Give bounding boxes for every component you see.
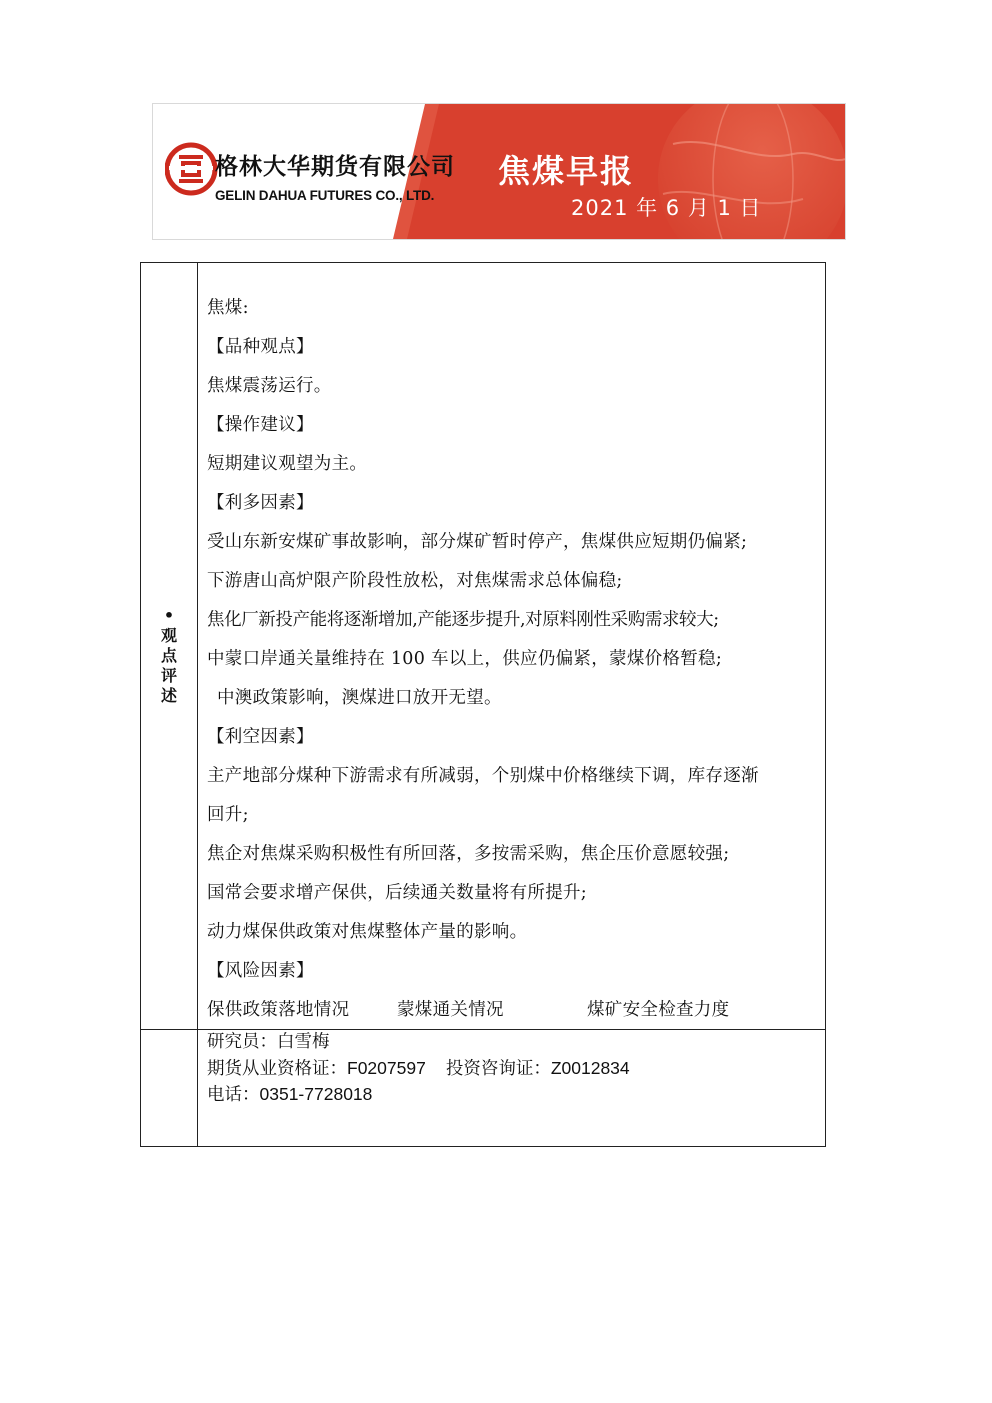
license-line xyxy=(207,1055,827,1081)
license-number: F0207597 xyxy=(347,1058,426,1078)
risk-item: 保供政策落地情况 xyxy=(207,1000,350,1020)
bullish-item: 下游唐山高炉限产阶段性放松，对焦煤需求总体偏稳; xyxy=(207,571,623,591)
company-name-cn: 格林大华期货有限公司 xyxy=(215,154,455,180)
company-name-en: GELIN DAHUA FUTURES CO., LTD. xyxy=(215,188,435,203)
license-label: 期货从业资格证： xyxy=(207,1059,347,1079)
researcher-name: 研究员：白雪梅 xyxy=(207,1032,330,1052)
phone-label: 电话： xyxy=(207,1085,260,1105)
bearish-title: 【利空因素】 xyxy=(207,727,314,747)
view-text: 焦煤震荡运行。 xyxy=(207,376,332,396)
side-label-cell xyxy=(141,263,197,1029)
advice-title: 【操作建议】 xyxy=(207,415,314,435)
view-title: 【品种观点】 xyxy=(207,337,314,357)
bullish-item: 中澳政策影响，澳煤进口放开无望。 xyxy=(217,688,502,708)
report-title: 焦煤早报 xyxy=(498,152,635,190)
phone-line xyxy=(207,1081,827,1107)
risk-item: 煤矿安全检查力度 xyxy=(587,1000,730,1020)
report-date: 2021 年 6 月 1 日 xyxy=(571,196,762,220)
commentary-content xyxy=(207,289,827,1030)
bearish-item: 焦企对焦煤采购积极性有所回落，多按需采购，焦企压价意愿较强; xyxy=(207,844,730,864)
consult-label: 投资咨询证： xyxy=(445,1059,551,1079)
bearish-item: 主产地部分煤种下游需求有所减弱，个别煤中价格继续下调，库存逐渐 xyxy=(207,766,759,786)
risk-list xyxy=(207,991,827,1030)
advice-text: 短期建议观望为主。 xyxy=(207,454,368,474)
bearish-item: 国常会要求增产保供，后续通关数量将有所提升; xyxy=(207,883,587,903)
analyst-info xyxy=(207,1029,827,1107)
bullish-item: 受山东新安煤矿事故影响，部分煤矿暂时停产，焦煤供应短期仍偏紧; xyxy=(207,532,748,552)
phone-number: 0351-7728018 xyxy=(259,1084,373,1104)
report-banner xyxy=(152,103,846,240)
bullish-item: 中蒙口岸通关量维持在 100 车以上，供应仍偏紧，蒙煤价格暂稳; xyxy=(207,649,723,669)
bearish-item: 回升; xyxy=(207,805,249,825)
commentary-table xyxy=(140,262,826,1147)
bullish-title: 【利多因素】 xyxy=(207,493,314,513)
risk-item: 蒙煤通关情况 xyxy=(397,1000,504,1020)
consult-number: Z0012834 xyxy=(550,1058,630,1078)
bearish-item: 动力煤保供政策对焦煤整体产量的影响。 xyxy=(207,922,528,942)
column-divider xyxy=(197,263,198,1146)
section-heading: 焦煤: xyxy=(207,298,249,318)
risk-title: 【风险因素】 xyxy=(207,961,314,981)
bullish-item: 焦化厂新投产能将逐渐增加,产能逐步提升,对原料刚性采购需求较大; xyxy=(207,610,719,630)
side-label-text: • 观 点 评 述 xyxy=(160,606,177,705)
